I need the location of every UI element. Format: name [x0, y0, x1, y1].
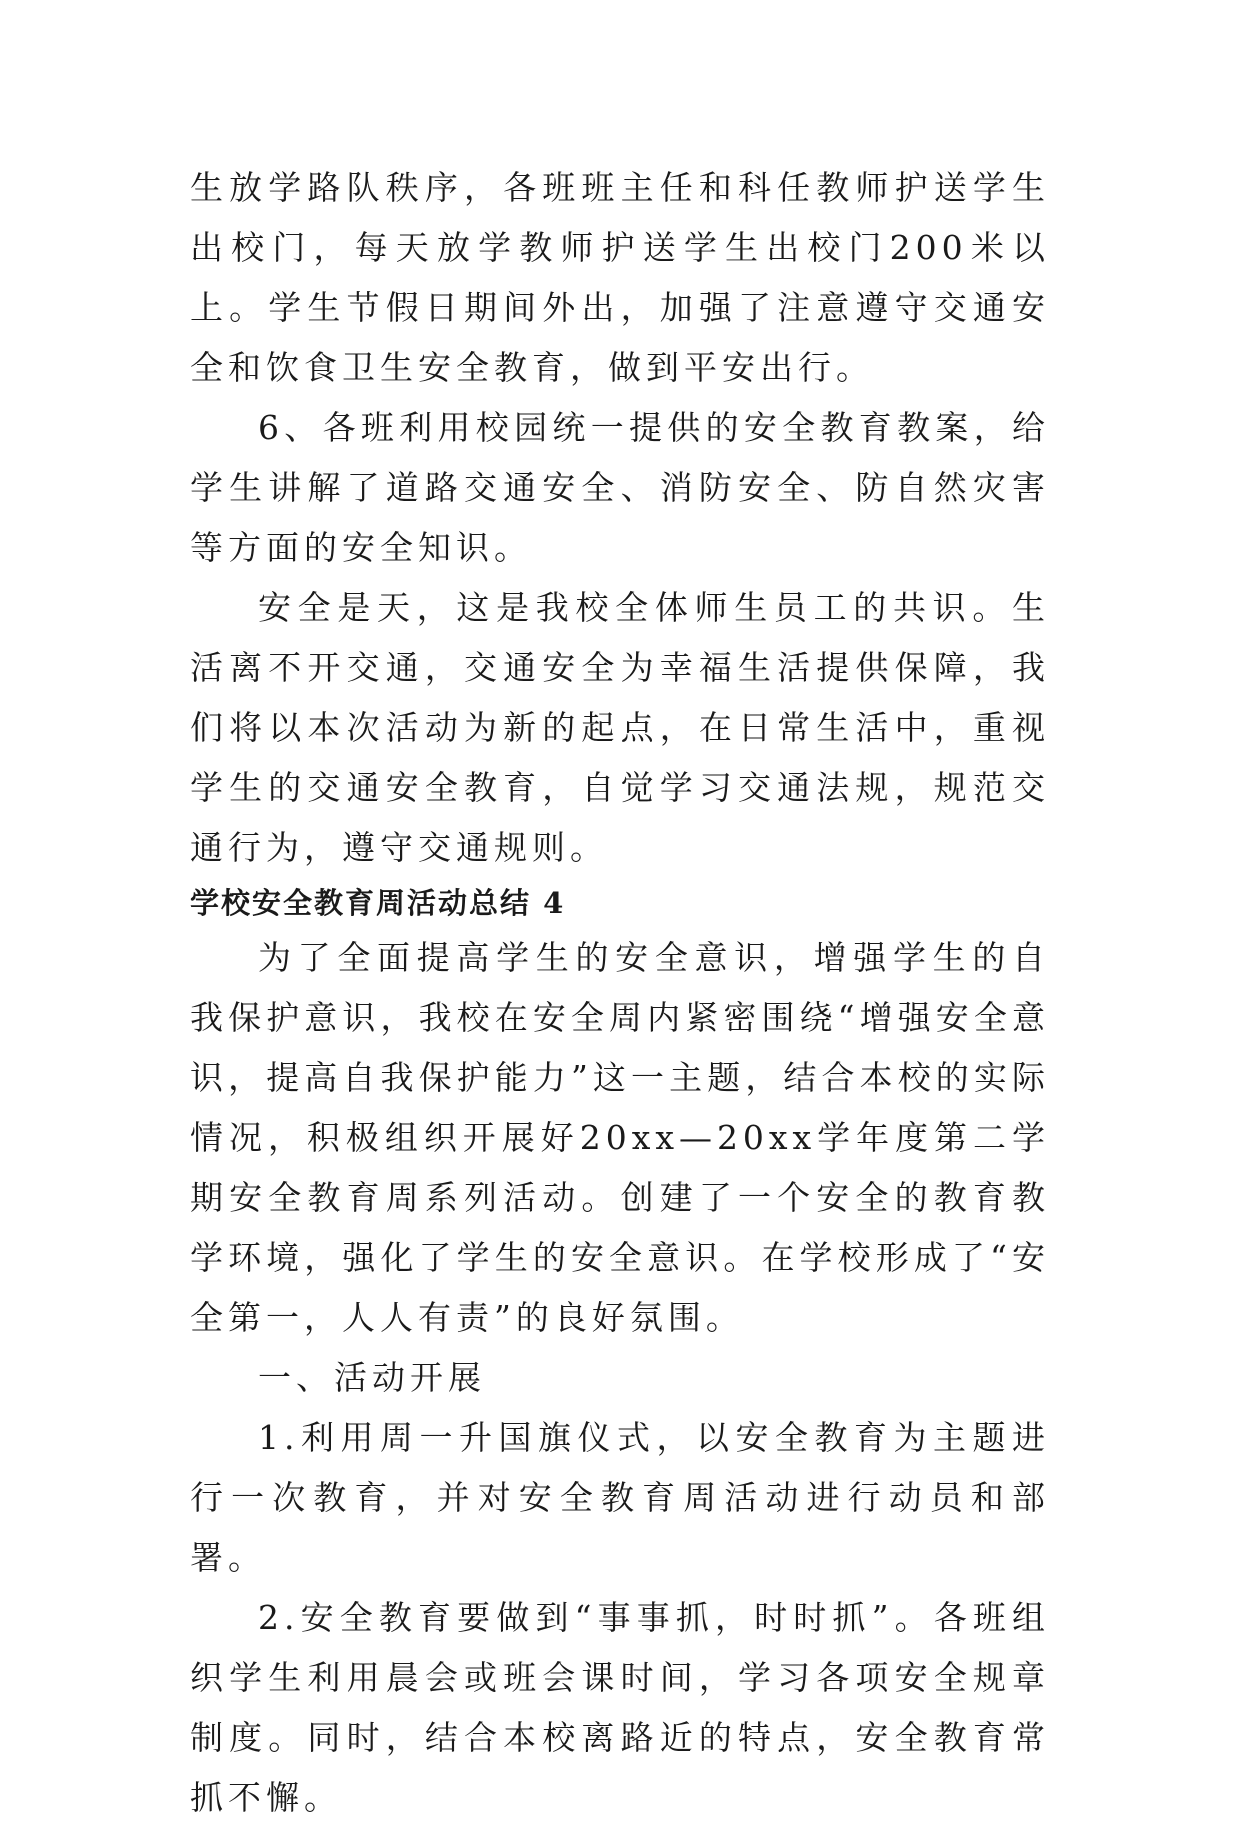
paragraph-safety-conclusion: 安全是天，这是我校全体师生员工的共识。生活离不开交通，交通安全为幸福生活提供保障，我们将以本次活动为新的起点，在日常生活中，重视学生的交通安全教育，自觉学习交通法规，规范交通行为，遵守交通规则。	[190, 588, 1050, 867]
paragraph-item-1: 1.利用周一升国旗仪式，以安全教育为主题进行一次教育，并对安全教育周活动进行动员和部署。	[190, 1418, 1050, 1577]
paragraph-subheading-activities: 一、活动开展	[258, 1358, 486, 1397]
paragraph-intro: 为了全面提高学生的安全意识，增强学生的自我保护意识，我校在安全周内紧密围绕“增强安全意识，提高自我保护能力”这一主题，结合本校的实际情况，积极组织开展好20xx—20xx学年度第二学期安全教育周系列活动。创建了一个安全的教育教学环境，强化了学生的安全意识。在学校形成了“安全第一，人人有责”的良好氛围。	[190, 938, 1050, 1337]
paragraph-item-6: 6、各班利用校园统一提供的安全教育教案，给学生讲解了道路交通安全、消防安全、防自然灾害等方面的安全知识。	[190, 408, 1050, 567]
paragraph-dismissal-order: 生放学路队秩序，各班班主任和科任教师护送学生出校门，每天放学教师护送学生出校门200米以上。学生节假日期间外出，加强了注意遵守交通安全和饮食卫生安全教育，做到平安出行。	[190, 168, 1050, 387]
paragraph-item-2: 2.安全教育要做到“事事抓，时时抓”。各班组织学生利用晨会或班会课时间，学习各项安全规章制度。同时，结合本校离路近的特点，安全教育常抓不懈。	[190, 1598, 1050, 1817]
document-body	[190, 158, 1050, 1828]
section-title: 学校安全教育周活动总结 4	[190, 886, 566, 920]
